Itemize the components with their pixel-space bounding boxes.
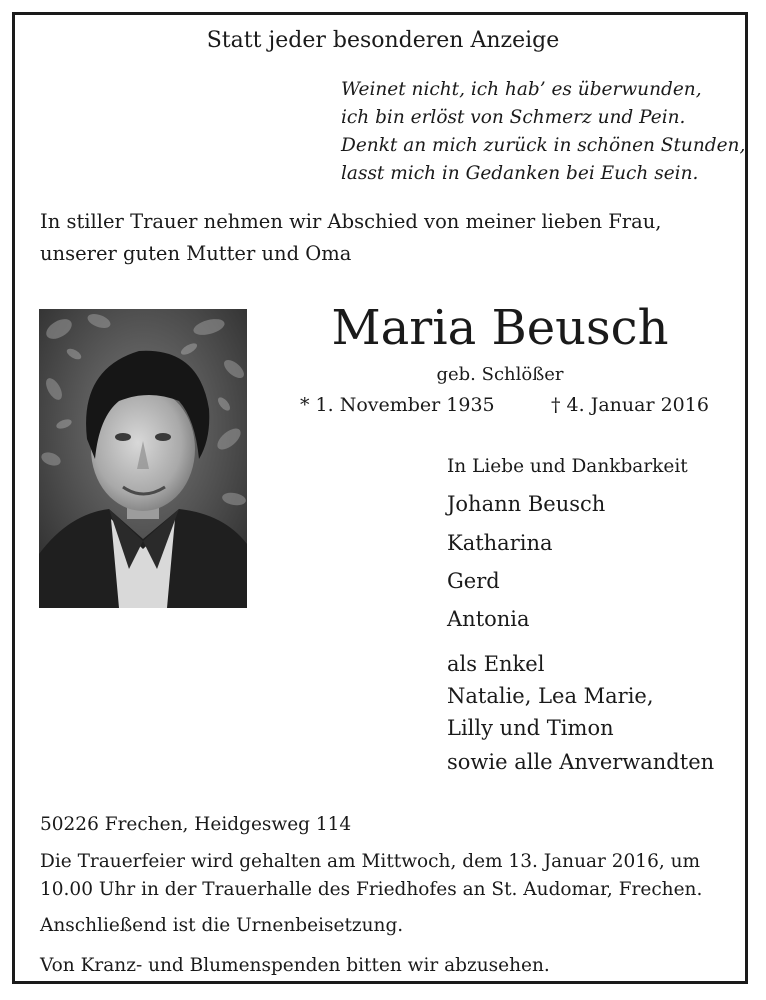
- poem-line: Weinet nicht, ich hab’ es überwunden,: [341, 79, 702, 100]
- maiden-name: geb. Schlößer: [436, 364, 564, 385]
- notice-header: Statt jeder besonderen Anzeige: [206, 28, 560, 53]
- deceased-name: Maria Beusch: [331, 300, 669, 356]
- poem: [341, 76, 745, 188]
- mourner-name: Gerd: [447, 569, 500, 593]
- mourner-name: Katharina: [447, 531, 553, 555]
- flowers-note: Von Kranz- und Blumenspenden bitten wir abzusehen.: [40, 955, 550, 976]
- ceremony-info: Die Trauerfeier wird gehalten am Mittwoch, dem 13. Januar 2016, um 10.00 Uhr in der Trauerhalle des Friedhofes an St. Audomar, Frechen.: [40, 851, 703, 900]
- mourner-name: Johann Beusch: [447, 492, 606, 516]
- relatives-line: sowie alle Anverwandten: [447, 750, 715, 774]
- poem-line: ich bin erlöst von Schmerz und Pein.: [341, 107, 686, 128]
- birth-date: * 1. November 1935: [300, 394, 495, 416]
- address: 50226 Frechen, Heidgesweg 114: [40, 814, 352, 835]
- grandchildren-line: Natalie, Lea Marie,: [447, 684, 654, 708]
- intro-text: In stiller Trauer nehmen wir Abschied von meiner lieben Frau, unserer guten Mutter und Oma: [40, 210, 662, 265]
- poem-line: lasst mich in Gedanken bei Euch sein.: [341, 163, 699, 184]
- poem-line: Denkt an mich zurück in schönen Stunden,: [341, 135, 746, 156]
- death-date: † 4. Januar 2016: [551, 394, 709, 416]
- grandchildren-line: Lilly und Timon: [447, 716, 614, 740]
- mourner-name: Antonia: [447, 607, 530, 631]
- mourners-intro: In Liebe und Dankbarkeit: [447, 456, 688, 477]
- portrait-photo: [39, 309, 247, 608]
- grandchildren: [447, 648, 654, 744]
- burial-info: Anschließend ist die Urnenbeisetzung.: [40, 915, 404, 936]
- grandchildren-line: als Enkel: [447, 652, 545, 676]
